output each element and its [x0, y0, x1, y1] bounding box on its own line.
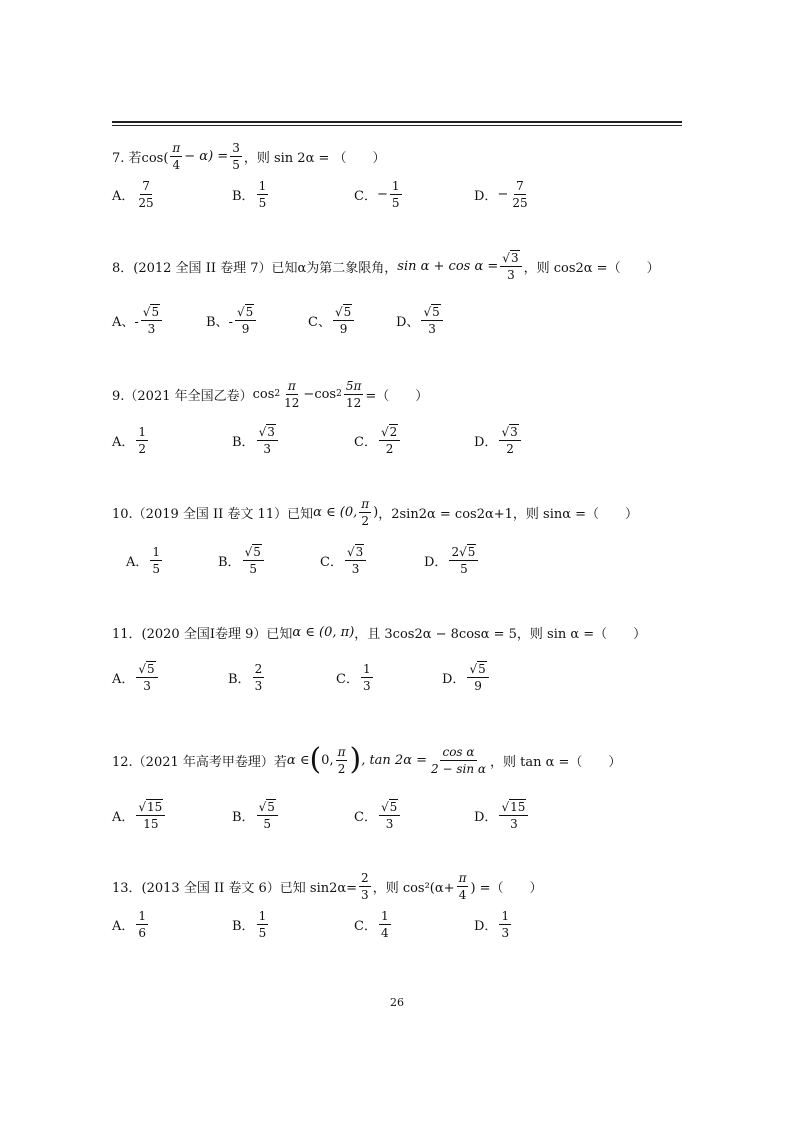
q7-option-d[interactable]	[474, 174, 532, 214]
q9-option-c[interactable]	[354, 420, 402, 460]
frac-den: 2	[506, 441, 514, 456]
frac-den: 5	[152, 561, 161, 576]
frac-den: 6	[138, 925, 147, 940]
frac-num: 2	[361, 870, 369, 885]
frac-den: 5	[232, 157, 240, 172]
option-label: C．	[354, 809, 377, 825]
q12-option-d[interactable]	[474, 795, 530, 835]
option-value	[257, 179, 269, 210]
q7-tail: ，则 sin 2α = （ ）	[243, 150, 386, 166]
option-value	[253, 662, 265, 693]
option-value	[136, 425, 148, 456]
q12-option-a[interactable]	[112, 795, 167, 835]
option-value: $\frac{√5}{3}$	[136, 662, 157, 693]
option-label: C．	[354, 434, 377, 450]
question-13-stem	[112, 866, 543, 906]
frac-num: 1	[380, 908, 389, 923]
frac-num: 1	[501, 908, 510, 923]
frac-den: 25	[138, 195, 154, 210]
frac-den: 3	[254, 678, 263, 693]
question-8-stem	[112, 246, 660, 286]
q7-option-b[interactable]	[232, 174, 270, 214]
option-value	[136, 179, 155, 210]
frac-den: 5	[249, 561, 258, 576]
frac-den: 12	[345, 395, 362, 410]
frac-den: 3	[510, 816, 518, 831]
frac-num: π	[172, 140, 181, 155]
frac-num: π	[361, 496, 370, 511]
frac-num: 1	[258, 178, 267, 193]
q11-condition: α ∈ (0, π)	[292, 624, 355, 640]
q13-option-b[interactable]	[232, 904, 270, 944]
q12-lead: 12.（2021 年高考甲卷理）若	[112, 754, 287, 770]
q10-cond-1: α ∈ (0,	[313, 504, 358, 520]
option-value	[510, 179, 529, 210]
q8-option-b[interactable]	[206, 300, 258, 340]
q9-term-2	[344, 379, 364, 410]
radicand: 5	[253, 544, 261, 559]
q9-option-d[interactable]	[474, 420, 523, 460]
radicand: 3	[510, 250, 519, 265]
option-value: $\frac{√5}{3}$	[379, 800, 400, 831]
q12-right-paren: )	[349, 742, 362, 777]
radicand: 15	[510, 799, 526, 814]
q10-pi-over-2	[359, 497, 371, 528]
question-10-stem	[112, 492, 638, 532]
q9-square-2: 2	[336, 389, 342, 399]
frac-num: 3	[232, 140, 240, 155]
option-value: $\frac{√3}{3}$	[345, 545, 366, 576]
option-value: $\frac{√3}{3}$	[257, 425, 278, 456]
header-rule-thick	[112, 121, 682, 123]
option-label: B．	[218, 554, 241, 570]
frac-den: 5	[460, 561, 468, 576]
page-number: 26	[390, 996, 404, 1009]
q9-lead: 9.（2021 年全国乙卷）	[112, 388, 253, 404]
q7-rhs	[230, 141, 242, 172]
option-value	[499, 909, 511, 940]
question-7-stem	[112, 136, 386, 176]
q10-option-b[interactable]	[218, 540, 266, 580]
option-label: A．	[112, 809, 135, 825]
q12-pi-over-2	[336, 745, 348, 776]
option-value: $\frac{√5}{5}$	[243, 545, 264, 576]
q8-rhs: $\frac{√3}{3}$	[500, 251, 521, 282]
q13-option-c[interactable]	[354, 904, 393, 944]
q11-option-b[interactable]	[228, 657, 266, 697]
radicand: 3	[267, 424, 275, 439]
q12-option-c[interactable]	[354, 795, 402, 835]
frac-num: 1	[138, 908, 147, 923]
q10-equation: ，2sin2α = cos2α+1，则 sinα =（ ）	[378, 506, 639, 522]
option-label: A．	[112, 918, 135, 934]
q13-mid: ，则 cos²(α+	[372, 880, 455, 896]
frac-den: 5	[263, 816, 272, 831]
option-label: A．	[112, 671, 135, 687]
q11-option-d[interactable]	[442, 657, 491, 697]
frac-den: 4	[458, 887, 467, 902]
radicand: 3	[510, 424, 518, 439]
option-label: B．	[232, 434, 255, 450]
option-label: D．	[474, 809, 498, 825]
frac-num: 1	[258, 908, 267, 923]
frac-den: 3	[143, 678, 151, 693]
frac-den: 9	[241, 321, 250, 336]
q12-left-paren: (	[309, 742, 322, 777]
frac-den: 3	[428, 321, 436, 336]
option-sign: −	[376, 186, 388, 202]
frac-den: 2	[361, 513, 370, 528]
header-rule-thin	[112, 125, 682, 126]
radicand: 5	[245, 304, 254, 319]
option-value: $\frac{√5}{5}$	[257, 800, 278, 831]
q11-lead: 11．(2020 全国I卷理 9）已知	[112, 626, 293, 642]
q9-option-a[interactable]	[112, 420, 150, 460]
option-label: B、-	[206, 314, 233, 330]
frac-num: π	[458, 870, 467, 885]
q8-option-c[interactable]	[308, 300, 356, 340]
q9-cos-2: cos	[314, 386, 337, 402]
option-value: $\frac{√5}{3}$	[421, 305, 442, 336]
option-label: A．	[112, 434, 135, 450]
frac-num: 7	[142, 178, 150, 193]
q9-square-1: 2	[274, 389, 281, 399]
q9-tail: =（ ）	[365, 388, 429, 404]
frac-num: 5π	[345, 378, 362, 393]
option-value: $\frac{√3}{2}$	[499, 425, 520, 456]
q8-option-a[interactable]	[112, 300, 164, 340]
q10-option-a[interactable]	[126, 540, 164, 580]
option-value	[361, 662, 373, 693]
option-value	[379, 909, 391, 940]
radicand: 5	[432, 304, 440, 319]
frac-num: π	[287, 378, 296, 393]
frac-den: 3	[385, 816, 394, 831]
q8-tail: ，则 cos2α =（ ）	[523, 260, 660, 276]
radicand: 5	[151, 304, 160, 319]
radicand: 5	[147, 661, 155, 676]
q11-equation: ，且 3cos2α − 8cosα = 5，则 sin α =（ ）	[354, 626, 647, 642]
q8-option-d[interactable]	[396, 300, 445, 340]
option-value	[257, 909, 269, 940]
option-label: A．	[126, 554, 149, 570]
radicand: 5	[343, 304, 352, 319]
option-label: C．	[320, 554, 343, 570]
q7-mid: − α) =	[184, 148, 229, 164]
frac-den: 3	[507, 267, 515, 282]
radicand: 5	[389, 799, 398, 814]
radicand: 5	[478, 661, 486, 676]
q13-lead: 13．(2013 全国 II 卷文 6）已知 sin2α=	[112, 880, 358, 896]
option-label: C．	[354, 188, 377, 204]
option-value: $\frac{√2}{2}$	[379, 425, 400, 456]
frac-num: cos α	[442, 744, 475, 759]
frac-num: 2	[254, 661, 263, 676]
frac-den: 2	[138, 441, 147, 456]
q7-option-c[interactable]	[354, 174, 404, 214]
frac-den: 2	[385, 441, 394, 456]
option-label: C．	[354, 918, 377, 934]
frac-num: 1	[138, 424, 147, 439]
q13-option-a[interactable]	[112, 904, 150, 944]
option-label: A．	[112, 188, 135, 204]
frac-num: 1	[391, 178, 400, 193]
q11-option-c[interactable]	[336, 657, 375, 697]
option-label: D、	[396, 314, 420, 330]
frac-den: 9	[339, 321, 348, 336]
q12-rhs	[429, 745, 488, 776]
option-value: $\frac{√5}{9}$	[467, 662, 488, 693]
q9-minus: −	[303, 386, 315, 402]
question-12-stem	[112, 740, 621, 780]
option-label: B．	[228, 671, 251, 687]
radicand: 3	[355, 544, 364, 559]
option-label: B．	[232, 188, 255, 204]
option-sign: −	[497, 186, 509, 202]
q10-option-c[interactable]	[320, 540, 368, 580]
frac-den: 3	[263, 441, 272, 456]
option-label: A、-	[112, 314, 139, 330]
radicand: 2	[389, 424, 398, 439]
q11-option-a[interactable]	[112, 657, 160, 697]
q8-expr: sin α + cos α =	[397, 258, 499, 274]
frac-den: 15	[143, 816, 159, 831]
q12-zero: 0,	[321, 752, 334, 768]
frac-den: 25	[512, 195, 528, 210]
frac-den: 2 − sin α	[431, 761, 486, 776]
radicand: 5	[467, 544, 476, 559]
frac-den: 2	[337, 761, 346, 776]
frac-den: 3	[361, 887, 369, 902]
question-11-stem	[112, 612, 646, 652]
option-label: D．	[424, 554, 448, 570]
frac-num: 1	[362, 661, 371, 676]
frac-den: 12	[284, 395, 300, 410]
frac-den: 3	[147, 321, 156, 336]
frac-den: 5	[391, 195, 400, 210]
q12-alpha-in: α ∈	[286, 752, 310, 768]
q8-lead: 8．(2012 全国 II 卷理 7）已知α为第二象限角，	[112, 260, 398, 276]
option-value	[136, 909, 148, 940]
q7-option-a[interactable]	[112, 174, 158, 214]
option-label: C．	[336, 671, 359, 687]
q13-pi-over-4	[457, 871, 469, 902]
radicand: 5	[267, 799, 275, 814]
q12-option-b[interactable]	[232, 795, 280, 835]
q9-cos-1: cos	[252, 386, 275, 402]
option-value	[150, 545, 162, 576]
option-label: D．	[474, 434, 498, 450]
frac-den: 4	[380, 925, 389, 940]
q9-option-b[interactable]	[232, 420, 280, 460]
option-label: D．	[442, 671, 466, 687]
frac-num: 1	[152, 544, 161, 559]
q10-option-d[interactable]	[424, 540, 480, 580]
option-value: $\frac{√15}{15}$	[136, 800, 165, 831]
option-label: D．	[474, 918, 498, 934]
option-value	[390, 179, 402, 210]
option-value: $\frac{√5}{9}$	[235, 305, 256, 336]
q10-lead: 10.（2019 全国 II 卷文 11）已知	[112, 506, 314, 522]
q7-pi-over-4	[170, 141, 182, 172]
frac-den: 4	[172, 157, 181, 172]
q9-term-1	[282, 379, 301, 410]
q7-lead: 7. 若cos(	[112, 150, 169, 166]
option-label: B．	[232, 809, 255, 825]
frac-num: 7	[516, 178, 524, 193]
frac-den: 3	[501, 925, 510, 940]
q12-mid: , tan 2α =	[361, 752, 428, 768]
q13-rhs	[359, 871, 371, 902]
option-value: $\frac{√5}{3}$	[141, 305, 162, 336]
frac-den: 9	[474, 678, 482, 693]
frac-den: 3	[362, 678, 371, 693]
q12-tail: ，则 tan α =（ ）	[489, 754, 622, 770]
q10-cond-2: )	[373, 504, 379, 520]
coefficient: 2	[451, 544, 460, 559]
option-value: $\frac{√5}{9}$	[333, 305, 354, 336]
option-label: B．	[232, 918, 255, 934]
q13-option-d[interactable]	[474, 904, 513, 944]
frac-den: 5	[258, 195, 267, 210]
option-value: $\frac{2√5}{5}$	[449, 545, 478, 576]
frac-den: 5	[258, 925, 267, 940]
question-9-stem	[112, 374, 428, 414]
radicand: 15	[147, 799, 163, 814]
option-label: C、	[308, 314, 331, 330]
q13-tail: ) =（ ）	[470, 880, 543, 896]
frac-den: 3	[351, 561, 360, 576]
option-label: D．	[474, 188, 498, 204]
frac-num: π	[337, 744, 346, 759]
option-value: $\frac{√15}{3}$	[499, 800, 528, 831]
